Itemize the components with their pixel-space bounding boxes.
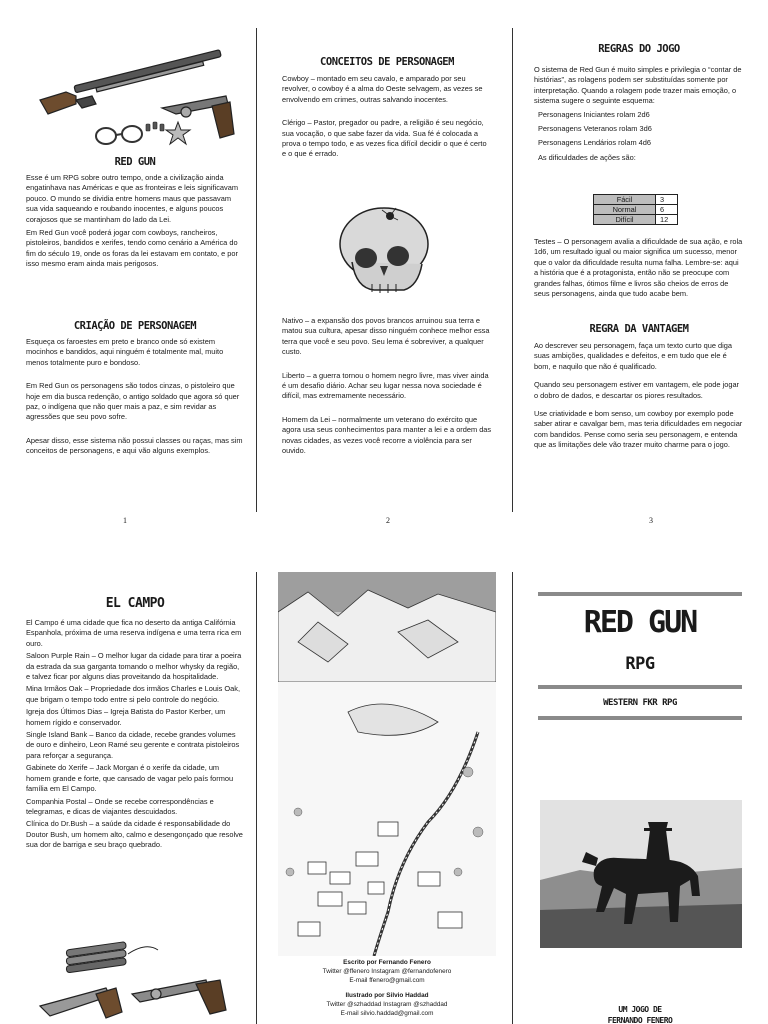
paragraph: Esse é um RPG sobre outro tempo, onde a civilização ainda engatinhava nas Américas e que as fronteiras e leis significavam pouco. O mundo se dividia entre homens maus que passavam sua vida saqueando e roubando inocentes, e alguns poucos corajosos que se mantinham do lado da Lei.	[26, 173, 238, 224]
credit-email: E-mail silvio.haddad@gmail.com	[340, 1010, 434, 1017]
roll-rule: Personagens Iniciantes rolam 2d6	[538, 109, 650, 119]
paragraph: Em Red Gun você poderá jogar com cowboys, rancheiros, pistoleiros, bandidos e xerifes, tendo como cenário a América do fim do século 19, onde os foras da lei estavam em contato, e por isso mesmo eram ainda mais perigosos.	[26, 228, 238, 269]
page-5	[278, 572, 496, 1024]
cover-divider	[538, 592, 742, 596]
paragraph: El Campo é uma cidade que fica no deserto da antiga Califórnia Espanhola, próxima de uma reserva indígena e uma terra rica em ouro.	[26, 618, 242, 648]
page-title: RED GUN	[114, 156, 156, 168]
cover-subtitle: RPG	[625, 654, 655, 674]
credit-social: Twitter @szhaddad Instagram @szhaddad	[326, 1001, 448, 1008]
cover-author: FERNANDO FENERO	[607, 1016, 673, 1024]
paragraph: Testes – O personagem avalia a dificuldade de sua ação, e rola 1d6, um resultado igual ou maior significa um sucesso, menor que o valor da dificuldade resulta numa falha. Lembre-se: aqui a história que é a protagonista, então não se preocupe com grandes falhas, ótimos filme e livros são cheios de erros de seus personagens, ainda que tudo acabe bem.	[534, 237, 743, 299]
paragraph: Ao descrever seu personagem, faça um texto curto que diga suas ambições, qualidades e defeitos, e em tudo que ele é bom, e naquilo que não é qualificado.	[534, 341, 733, 371]
credit-illustrator: Ilustrado por Silvio Haddad	[345, 992, 429, 999]
cover-footer: UM JOGO DE	[618, 1005, 662, 1014]
difficulty-table	[593, 194, 678, 225]
page-number: 3	[649, 516, 653, 525]
credit-email: E-mail ffenero@gmail.com	[349, 977, 425, 984]
cowboy-on-horse-illustration	[540, 800, 742, 948]
section-title: REGRA DA VANTAGEM	[589, 323, 689, 335]
location-entry: Companhia Postal – Onde se recebe correspondências e telegramas, e dicas de viajantes descuidados.	[26, 796, 214, 816]
paragraph: Homem da Lei – normalmente um veterano do exército que agora usa seus conhecimentos para manter a lei e a ordem das novas cidades, as vezes você recorre a violência para ser ouvido.	[282, 414, 492, 456]
paragraph: Em Red Gun os personagens são todos cinzas, o pistoleiro que hoje em dia busca redenção, o antigo soldado que agora só quer paz, o indígena que não quer mais a paz, e sim revidar as agressões que seu povo sofre.	[26, 381, 240, 422]
sheriff-star-icon	[166, 122, 190, 144]
credit-author: Escrito por Fernando Fenero	[343, 959, 431, 966]
table-row: Difícil 12	[594, 215, 678, 225]
cover-divider	[538, 716, 742, 720]
rifle-and-handcuffs-illustration	[36, 42, 236, 152]
page-1	[26, 40, 244, 535]
column-divider	[512, 572, 513, 1024]
revolvers-and-dynamite-illustration	[36, 936, 236, 1024]
cover-divider	[538, 685, 742, 689]
roll-rule: Personagens Veteranos rolam 3d6	[538, 124, 652, 134]
paragraph: Clérigo – Pastor, pregador ou padre, a religião é seu negócio, sua vocação, o que sabe fazer da vida. Sua fé é colocada a prova o tempo todo, e as vezes fica difícil decidir o que é certo e o que é errado.	[282, 118, 487, 159]
page-6-cover	[530, 572, 750, 1024]
location-entry: Clínica do Dr.Bush – a saúde da cidade é responsabilidade do Doutor Bush, um homem alto, calmo e desengonçado que resolve sua dor de barriga e seu braço quebrado.	[26, 819, 243, 850]
page-number: 1	[123, 516, 127, 525]
location-entry: Saloon Purple Rain – O melhor lugar da cidade para tirar a poeira da estrada da sua garganta tomando o melhor whysky da região, e talvez ficar por alguns dias proveitando da hospitalidade.	[26, 651, 242, 682]
page-2	[282, 54, 492, 535]
page-title: EL CAMPO	[105, 596, 165, 611]
page-3	[534, 43, 744, 535]
skull-illustration	[326, 200, 446, 300]
paragraph: Nativo – a expansão dos povos brancos arruinou sua terra e matou sua cultura, apesar disso ninguém conhece melhor essa terra que você e seu povo. Seu lema é sobreviver, a qualquer custo.	[282, 316, 490, 357]
credit-social: Twitter @ffenero Instagram @fernandofenero	[322, 968, 452, 975]
location-entry: Mina Irmãos Oak – Propriedade dos irmãos Charles e Louis Oak, que brigam o tempo todo entre si pelo controle do negócio.	[26, 684, 241, 704]
column-divider	[512, 28, 513, 512]
cover-tagline: WESTERN FKR RPG	[603, 698, 677, 708]
paragraph: O sistema de Red Gun é muito simples e privilegia o “contar de histórias”, as rolagens podem ser substituídas somente por interpretação. Quando a rolagem pode trazer mais emoção, o sistema sugere o seguinte esquema:	[534, 65, 742, 106]
paragraph: Use criatividade e bom senso, um cowboy por exemplo pode saber atirar e cavalgar bem, mas teria dificuldades em negociar com bandidos. Pense como seria seu personagem, e entenda que as limitações dele vão trazer muito charme para o jogo.	[534, 409, 743, 450]
column-divider	[256, 28, 257, 512]
section-title: CRIAÇÃO DE PERSONAGEM	[73, 320, 197, 332]
page-title: CONCEITOS DE PERSONAGEM	[320, 56, 454, 68]
paragraph: Liberto – a guerra tornou o homem negro livre, mas viver ainda é um desafio diário. Achar seu lugar nessa nova sociedade é difícil, mas extremamente necessário.	[282, 370, 489, 401]
paragraph: Cowboy – montado em seu cavalo, e amparado por seu revolver, o cowboy é a alma do Oeste selvagem, as vezes se envolvendo em crimes, outras salvando inocentes.	[282, 74, 483, 104]
paragraph: Quando seu personagem estiver em vantagem, ele pode jogar o dobro de dados, e descartar os piores resultados.	[534, 380, 740, 400]
cover-title: RED GUN	[583, 605, 697, 640]
page-title: REGRAS DO JOGO	[598, 43, 680, 55]
table-row: Normal 6	[594, 205, 678, 215]
table-row: Fácil 3	[594, 195, 678, 205]
paragraph: Esqueça os faroestes em preto e branco onde só existem mocinhos e bandidos, aqui ninguém é totalmente mal, muito menos totalmente puro e bondoso.	[26, 337, 224, 367]
roll-rule: As dificuldades de ações são:	[538, 152, 636, 162]
page-number: 2	[386, 516, 390, 525]
roll-rule: Personagens Lendários rolam 4d6	[538, 138, 651, 148]
location-entry: Gabinete do Xerife – Jack Morgan é o xerife da cidade, um homem grande e forte, que cansado de vagar pelo país formou família em El Campo.	[26, 763, 234, 794]
town-map-illustration	[278, 572, 496, 956]
column-divider	[256, 572, 257, 1024]
page-4	[26, 596, 244, 1024]
paragraph: Apesar disso, esse sistema não possui classes ou raças, mas sim conceitos de personagens, e aqui vão alguns exemplos.	[26, 435, 243, 456]
location-entry: Igreja dos Últimos Dias – Igreja Batista do Pastor Kerber, um homem rígido e conservador.	[26, 707, 226, 727]
location-entry: Single Island Bank – Banco da cidade, recebe grandes volumes de ouro e dinheiro, Leon Ramé seu gerente e contrata pistoleiros para reforçar a segurança.	[26, 730, 240, 760]
